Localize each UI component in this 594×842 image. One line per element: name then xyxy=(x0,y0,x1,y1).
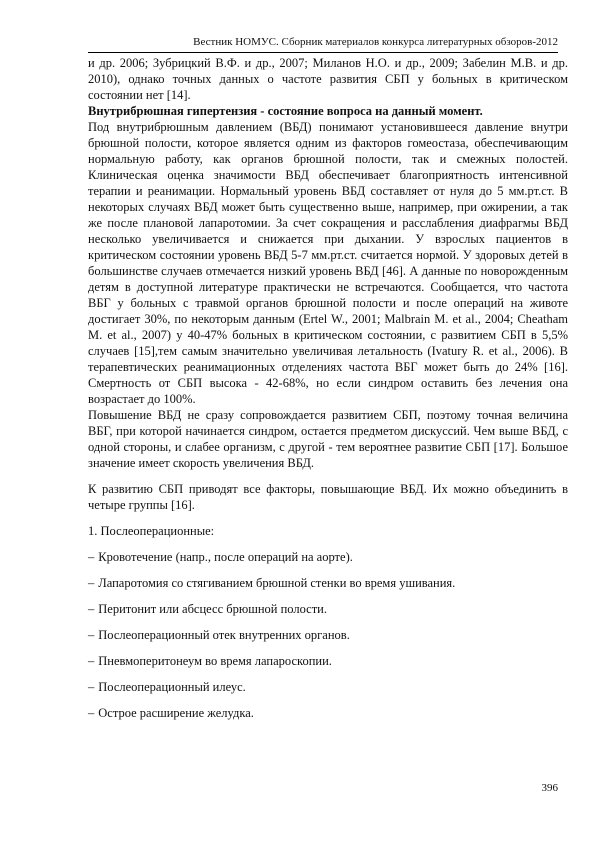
list-item xyxy=(88,627,568,643)
list-item-text: Острое расширение желудка. xyxy=(98,706,254,720)
list-item xyxy=(88,549,568,565)
list-dash: – xyxy=(88,706,95,720)
factor-list xyxy=(88,549,568,721)
list-item-text: Лапаротомия со стягиванием брюшной стенки во время ушивания. xyxy=(98,576,456,590)
paragraph-factors: К развитию СБП приводят все факторы, повышающие ВБД. Их можно объединить в четыре группы [16]. xyxy=(88,482,568,512)
page-content xyxy=(88,55,568,721)
paragraph-ivg: Повышение ВБД не сразу сопровождается развитием СБП, поэтому точная величина ВБГ, при которой начинается синдром, остается предметом дискуссий. Чем выше ВБД, с одной стороны, и слабее организм, с другой - тем вероятнее развитие СБП [17]. Большое значение имеет скорость увеличения ВБД. xyxy=(88,408,568,470)
list-dash: – xyxy=(88,680,95,694)
list-dash: – xyxy=(88,576,95,590)
section-heading: Внутрибрюшная гипертензия - состояние вопроса на данный момент. xyxy=(88,104,483,118)
list-item-text: Перитонит или абсцесс брюшной полости. xyxy=(98,602,327,616)
header-rule xyxy=(88,52,558,53)
list-item-text: Кровотечение (напр., после операций на аорте). xyxy=(98,550,353,564)
list-item-text: Послеоперационный илеус. xyxy=(98,680,246,694)
list-item xyxy=(88,679,568,695)
list-item xyxy=(88,601,568,617)
list-item-text: Пневмоперитонеум во время лапароскопии. xyxy=(98,654,332,668)
list-item-text: Послеоперационный отек внутренних органов. xyxy=(98,628,350,642)
list-dash: – xyxy=(88,602,95,616)
paragraph-main: Под внутрибрюшным давлением (ВБД) понимают установившееся давление внутри брюшной полости, которое является одним из факторов гомеостаза, обеспечивающим нормальную работу, как органов брюшной полости, так и смежных полостей. Клиническая оценка значимости ВБД обеспечивает благоприятность интенсивной терапии и реанимации. Нормальный уровень ВБД составляет от нуля до 5 мм.рт.ст. В некоторых случаях ВБД может быть существенно выше, например, при ожирении, а так же после плановой лапаротомии. За счет сокращения и расслабления диафрагмы ВБД несколько увеличивается и снижается при дыхании. У взрослых пациентов в критическом состоянии уровень ВБД 5-7 мм.рт.ст. считается нормой. У здоровых детей в большинстве случаев отмечается низкий уровень ВБД [46]. А данные по новорожденным детям в доступной литературе практически не встречаются. Сообщается, что частота ВБГ у больных с травмой органов брюшной полости и после операций на животе достигает 30%, по некоторым данным (Ertel W., 2001; Malbrain M. et al., 2004; Cheatham M. et al., 2007) у 40-47% больных в критическом состоянии, с развитием СБП в 5,5% случаев [15],тем самым значительно увеличивая летальность (Ivatury R. et al., 2006). В терапевтических реанимационных отделениях частота ВБГ может быть до 24% [16]. Смертность от СБП высока - 42-68%, но если синдром оставить без лечения она возрастает до 100%. xyxy=(88,120,568,406)
running-header: Вестник НОМУС. Сборник материалов конкурса литературных обзоров-2012 xyxy=(193,36,558,48)
list-title: 1. Послеоперационные: xyxy=(88,524,215,538)
list-dash: – xyxy=(88,654,95,668)
list-item xyxy=(88,575,568,591)
list-dash: – xyxy=(88,550,95,564)
list-dash: – xyxy=(88,628,95,642)
paragraph-intro: и др. 2006; Зубрицкий В.Ф. и др., 2007; Миланов Н.О. и др., 2009; Забелин М.В. и др. 2010), однако точных данных о частоте развития СБП у больных в критическом состоянии нет [14]. xyxy=(88,56,568,102)
page-number: 396 xyxy=(541,782,558,794)
list-item xyxy=(88,705,568,721)
list-item xyxy=(88,653,568,669)
